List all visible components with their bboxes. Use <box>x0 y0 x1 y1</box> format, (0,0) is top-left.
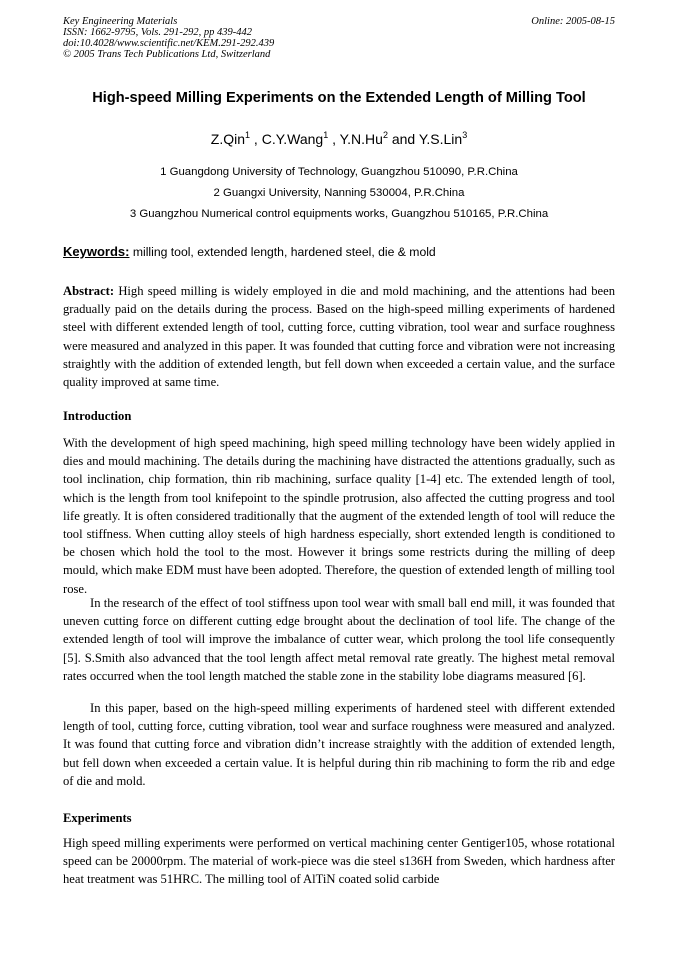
abstract-text: High speed milling is widely employed in die and mold machining, and the attentions had been gradually paid on the details during the process. Based on the high-speed milling experiments of hardened steel with different extended length of tool, cutting force, cutting vibration, tool wear and surface roughness were measured and analyzed in this paper. It was founded that cutting force and vibration were not increasing straightly with the addition of extended length, but fell down when exceeded a certain value, and the surface quality improved at same time. <box>63 284 615 390</box>
abstract-paragraph <box>63 282 615 391</box>
keywords-label: Keywords: <box>63 244 130 259</box>
author-name: Z.Qin <box>210 131 246 147</box>
online-date: Online: 2005-08-15 <box>531 16 615 27</box>
journal-name: Key Engineering Materials <box>63 16 178 27</box>
author-separator: , <box>328 131 340 147</box>
affiliation-3: 3 Guangzhou Numerical control equipments works, Guangzhou 510165, P.R.China <box>129 208 549 220</box>
intro-paragraph-1: With the development of high speed machining, high speed milling technology have been widely applied in dies and mould machining. The details during the machining have distracted the attentions gradually, such as tool inclination, chip formation, thin rib machining, surface quality [1-4] etc. The extended length of tool, which is the length from tool knifepoint to the spindle protrusion, also affected the cutting progress and tool life greatly. It is often considered traditionally that the augment of the extended length of tool will reduce the tool stiffness. When cutting alloy steels of high hardness especially, short extended length is conditioned to be chosen which hold the tool to the most. However it brings some restricts during the milling of deep mould, which make EDM must have been adopted. Therefore, the question of extended length of milling tool rose. <box>63 436 615 596</box>
author-separator: , <box>250 131 262 147</box>
experiments-paragraph-1: High speed milling experiments were performed on vertical machining center Gentiger105, whose rotational speed can be 20000rpm. The material of work-piece was die steel s136H from Sweden, which hardness after heat treatment was 51HRC. The milling tool of AlTiN coated solid carbide <box>63 836 615 887</box>
author-affiliation-mark: 1 <box>323 130 329 140</box>
author-name: C.Y.Wang <box>261 131 324 147</box>
author-affiliation-mark: 1 <box>245 130 251 140</box>
issn-line: ISSN: 1662-9795, Vols. 291-292, pp 439-442 <box>63 27 252 38</box>
keywords-text: milling tool, extended length, hardened steel, die & mold <box>129 245 436 259</box>
intro-paragraph-2: In the research of the effect of tool stiffness upon tool wear with small ball end mill, it was founded that uneven cutting force on different cutting edge brought about the declination of tool life. The change of the extended length of tool will improve the imbalance of cutter wear, which prolong the tool life consequently [5]. S.Smith also advanced that the tool length affect metal removal rate greatly. The highest metal removal rates occurred when the tool length matched the stable zone in the stability lobe diagrams measured [6]. <box>63 596 615 683</box>
author-list <box>0 131 678 147</box>
author-affiliation-mark: 2 <box>382 130 388 140</box>
copyright-line: © 2005 Trans Tech Publications Ltd, Switzerland <box>63 49 271 60</box>
affiliation-1: 1 Guangdong University of Technology, Guangzhou 510090, P.R.China <box>160 166 518 178</box>
author-affiliation-mark: 3 <box>462 130 468 140</box>
keywords-line <box>63 244 623 259</box>
experiments-heading: Experiments <box>63 811 132 825</box>
introduction-heading: Introduction <box>63 409 132 423</box>
affiliation-2: 2 Guangxi University, Nanning 530004, P.R.China <box>213 187 465 199</box>
paper-title: High-speed Milling Experiments on the Extended Length of Milling Tool <box>92 90 586 106</box>
abstract-label: Abstract: <box>63 284 115 298</box>
journal-header <box>63 16 615 60</box>
doi-line: doi:10.4028/www.scientific.net/KEM.291-292.439 <box>63 38 275 49</box>
author-name: Y.N.Hu <box>339 131 383 147</box>
author-conjunction: and <box>387 131 419 147</box>
author-name: Y.S.Lin <box>418 131 463 147</box>
intro-paragraph-3: In this paper, based on the high-speed milling experiments of hardened steel with different extended length of tool, cutting force, cutting vibration, tool wear and surface roughness were measured and analyzed. It was found that cutting force and vibration didn’t increase straightly with the addition of extended length, but fell down when exceeded a certain value. It is helpful during thin rib machining to form the rib and edge of die and mold. <box>63 701 615 788</box>
